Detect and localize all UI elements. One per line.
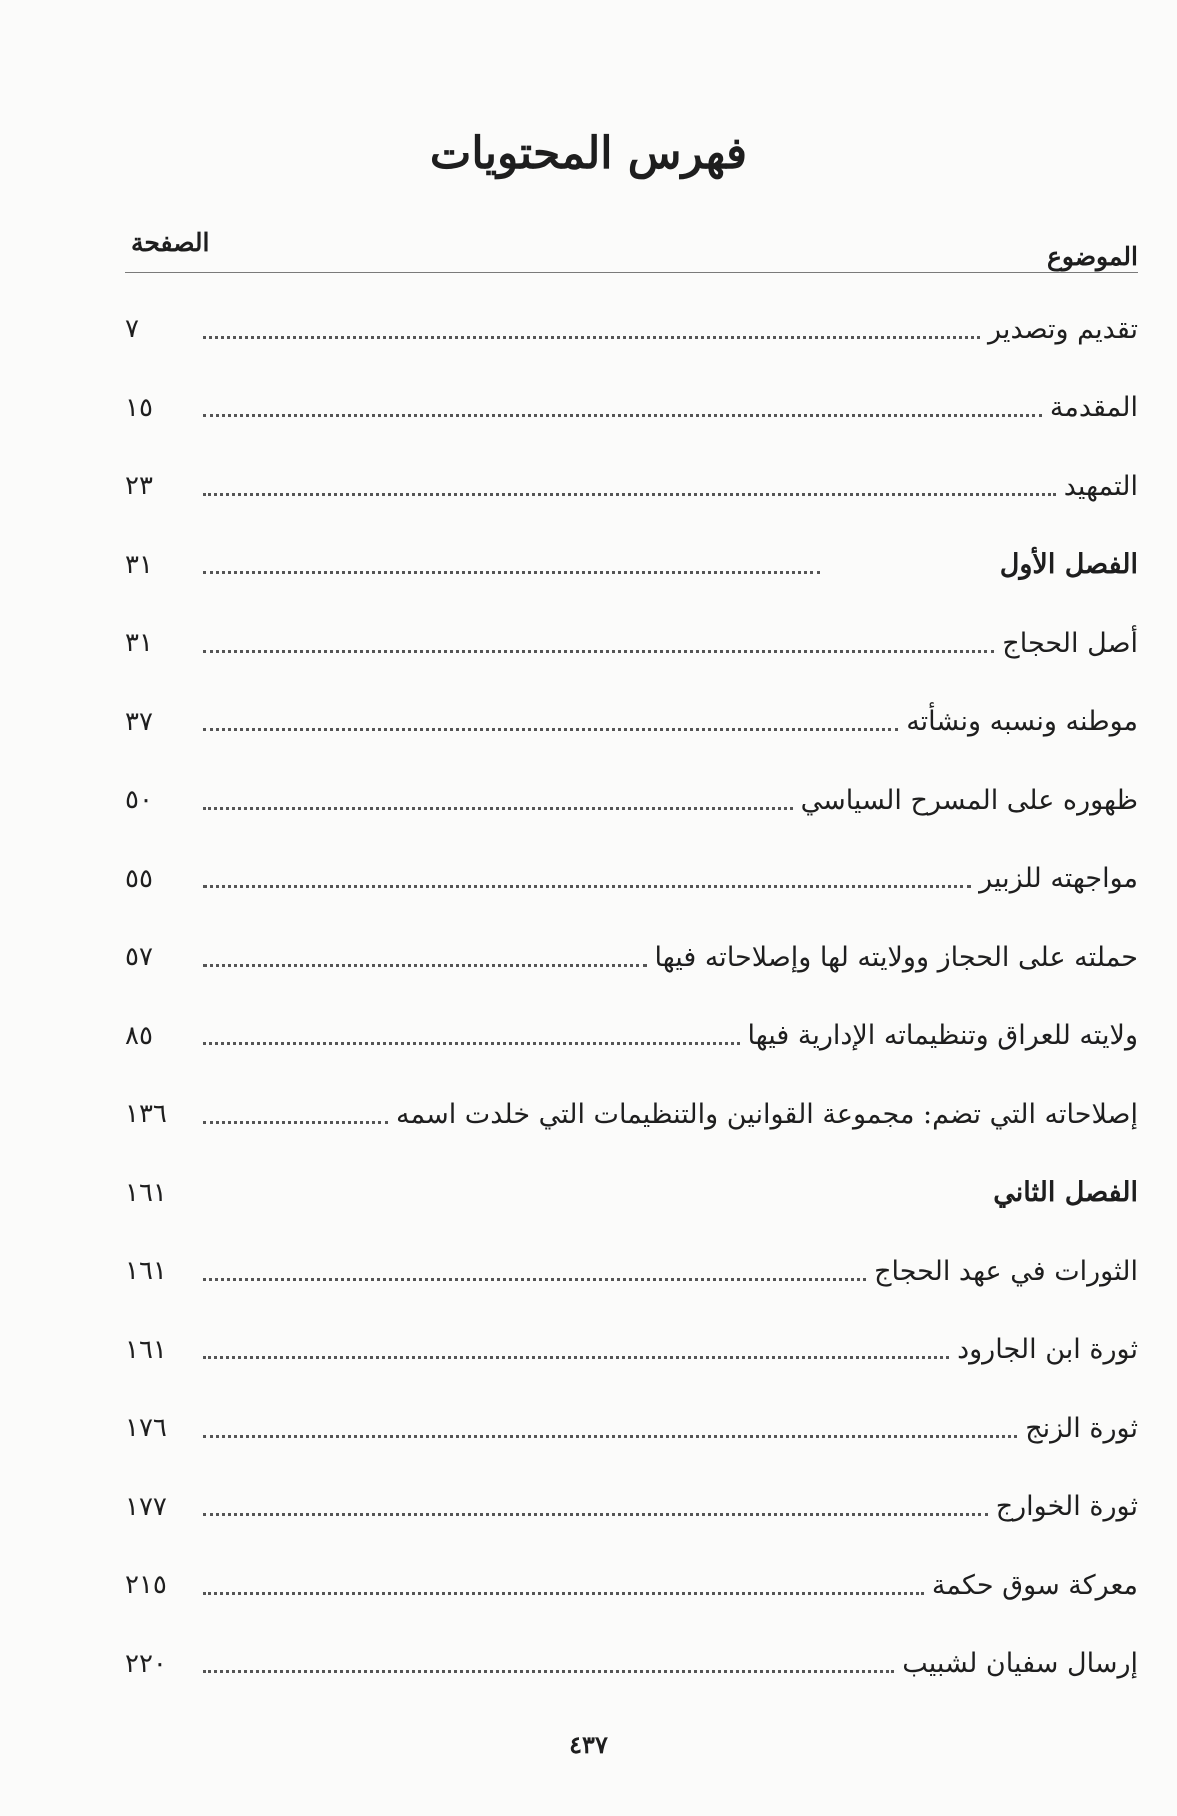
page-column-header: الصفحة: [131, 228, 210, 257]
dot-leader: [203, 807, 793, 810]
page-number: ٤٣٧: [569, 1730, 608, 1759]
toc-entry: [125, 1546, 1138, 1625]
toc-entry-title: المقدمة: [1049, 392, 1138, 424]
toc-entry-page: ٢١٥: [125, 1570, 167, 1601]
toc-entry: [125, 840, 1138, 919]
dot-leader: [203, 1121, 388, 1124]
toc-entry-title: التمهيد: [1063, 470, 1138, 502]
dot-leader: [203, 493, 1056, 496]
dot-leader: [203, 414, 1042, 417]
toc-entry-page: ٣٧: [125, 706, 153, 737]
toc-entry-page: ١٦١: [125, 1177, 167, 1208]
dot-leader: [203, 1435, 1017, 1438]
dot-leader: [203, 336, 980, 339]
toc-entry-page: ٣١: [125, 628, 153, 659]
toc-entry-title: ثورة الخوارج: [995, 1491, 1138, 1523]
toc-entry-title: ثورة الزنج: [1025, 1412, 1138, 1444]
dot-leader: [203, 1278, 866, 1281]
chapter-title: الفصل الثاني: [993, 1177, 1138, 1209]
dot-leader: [203, 1670, 894, 1673]
toc-entry-page: ٣١: [125, 549, 153, 580]
toc-entry: [125, 997, 1138, 1076]
toc-entry-title: معركة سوق حكمة: [931, 1569, 1138, 1601]
toc-entry: [125, 1311, 1138, 1390]
toc-entry-title: إصلاحاته التي تضم: مجموعة القوانين والتنظيمات التي خلدت اسمه: [396, 1098, 1138, 1130]
toc-entry-title: الثورات في عهد الحجاج: [874, 1255, 1138, 1287]
dot-leader: [203, 1356, 949, 1359]
toc-entry: [125, 369, 1138, 448]
toc-entry: [125, 918, 1138, 997]
toc-entry-page: ٥٥: [125, 863, 153, 894]
toc-entry-title: ظهوره على المسرح السياسي: [800, 784, 1138, 816]
toc-header: [125, 228, 1138, 273]
page-title: فهرس المحتويات: [429, 128, 748, 179]
toc-entry: [125, 683, 1138, 762]
toc-entry-page: ١٧٧: [125, 1491, 167, 1522]
toc-entry-page: ١٦١: [125, 1334, 167, 1365]
dot-leader: [203, 964, 647, 967]
toc-entry-title: ثورة ابن الجارود: [957, 1334, 1138, 1366]
dot-leader: [203, 1592, 924, 1595]
dot-leader: [203, 1513, 988, 1516]
toc-entry-page: ١٧٦: [125, 1413, 167, 1444]
toc-entry: [125, 1232, 1138, 1311]
dot-leader: [203, 650, 994, 653]
toc-entry-title: موطنه ونسبه ونشأته: [906, 706, 1138, 738]
toc-entry-title: حملته على الحجاز وولايته لها وإصلاحاته فيها: [654, 941, 1138, 973]
dot-leader: [203, 885, 971, 888]
toc-entry: [125, 1468, 1138, 1547]
toc-entry-page: ٥٠: [125, 785, 153, 816]
toc-entry-page: ٢٣: [125, 471, 153, 502]
toc-entry-title: إرسال سفيان لشبيب: [902, 1648, 1138, 1680]
toc-entry-page: ٥٧: [125, 942, 153, 973]
toc-entry: [125, 761, 1138, 840]
toc-chapter-entry: [125, 1154, 1138, 1233]
dot-leader: [203, 571, 820, 574]
toc-entry-title: تقديم وتصدير: [988, 313, 1138, 345]
toc-entry: [125, 1625, 1138, 1704]
toc-list: [125, 290, 1138, 1703]
toc-entry-title: مواجهته للزبير: [979, 863, 1138, 895]
chapter-title: الفصل الأول: [999, 549, 1138, 581]
toc-entry: [125, 604, 1138, 683]
toc-entry: [125, 290, 1138, 369]
toc-entry-page: ١٥: [125, 392, 153, 423]
topic-column-header: الموضوع: [1047, 242, 1138, 271]
toc-entry-page: ١٦١: [125, 1256, 167, 1287]
toc-entry: [125, 1389, 1138, 1468]
toc-chapter-entry: [125, 526, 1138, 605]
toc-entry-page: ٨٥: [125, 1020, 153, 1051]
toc-entry-page: ١٣٦: [125, 1099, 167, 1130]
toc-entry-title: ولايته للعراق وتنظيماته الإدارية فيها: [747, 1020, 1138, 1052]
toc-entry-title: أصل الحجاج: [1002, 627, 1138, 659]
toc-entry-page: ٧: [125, 314, 139, 345]
toc-entry: [125, 447, 1138, 526]
toc-entry: [125, 1075, 1138, 1154]
dot-leader: [203, 728, 898, 731]
dot-leader: [203, 1042, 740, 1045]
toc-entry-page: ٢٢٠: [125, 1648, 167, 1679]
